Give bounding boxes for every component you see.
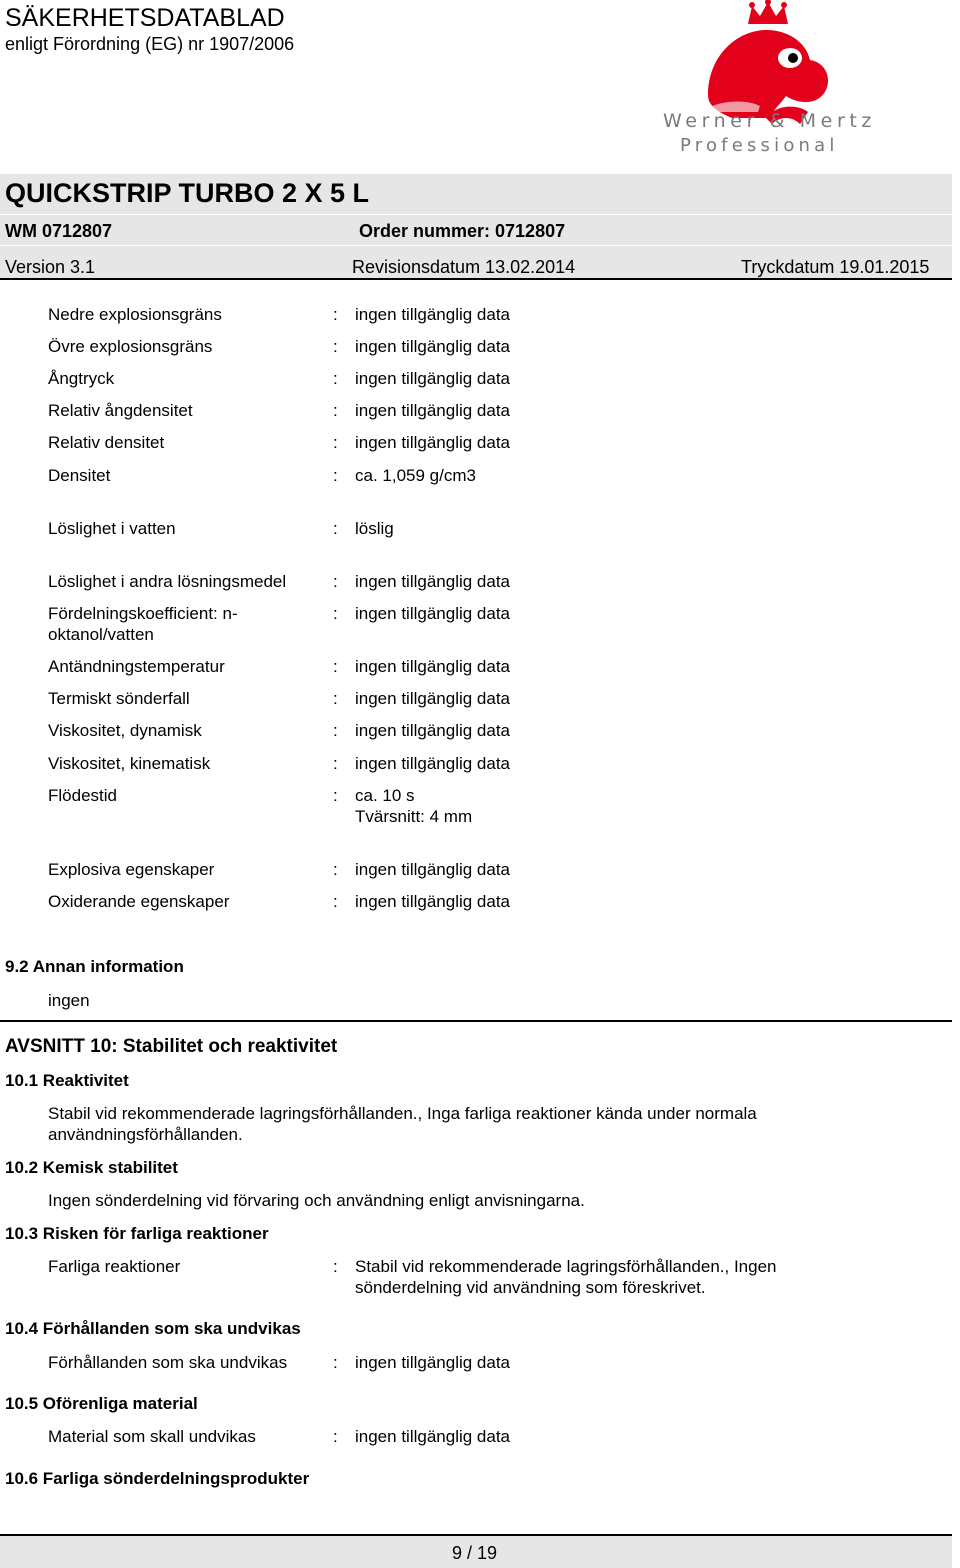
property-label: Farliga reaktioner <box>48 1257 181 1276</box>
property-value: ingen tillgänglig data <box>355 305 511 324</box>
property-label: Ångtryck <box>48 369 115 388</box>
property-label: Oxiderande egenskaper <box>48 892 230 911</box>
property-value: ingen tillgänglig data <box>355 1353 511 1372</box>
property-colon: : <box>333 689 338 708</box>
document-title: SÄKERHETSDATABLAD <box>5 4 285 32</box>
property-value: ingen tillgänglig data <box>355 657 511 676</box>
property-label: Viskositet, dynamisk <box>48 721 202 740</box>
property-colon: : <box>333 1257 338 1276</box>
revision-date: Revisionsdatum 13.02.2014 <box>352 257 576 277</box>
property-value: ingen tillgänglig data <box>355 369 511 388</box>
property-colon: : <box>333 305 338 324</box>
property-colon: : <box>333 1427 338 1446</box>
order-number: Order nummer: 0712807 <box>359 221 566 241</box>
property-value-continued: sönderdelning vid användning som föreskrivet. <box>355 1278 706 1297</box>
property-value: ingen tillgänglig data <box>355 1427 511 1446</box>
property-colon: : <box>333 892 338 911</box>
section-divider <box>0 1020 952 1022</box>
subsection-text-10-1: Stabil vid rekommenderade lagringsförhållanden., Inga farliga reaktioner kända under normala <box>48 1104 757 1123</box>
property-colon: : <box>333 754 338 773</box>
property-label: Material som skall undvikas <box>48 1427 256 1446</box>
property-value: ingen tillgänglig data <box>355 572 511 591</box>
property-label: Densitet <box>48 466 111 485</box>
property-colon: : <box>333 860 338 879</box>
product-name: QUICKSTRIP TURBO 2 X 5 L <box>5 178 370 208</box>
property-label: Löslighet i vatten <box>48 519 176 538</box>
property-value: ingen tillgänglig data <box>355 892 511 911</box>
property-value-continued: Tvärsnitt: 4 mm <box>355 807 473 826</box>
subsection-title-10-6: 10.6 Farliga sönderdelningsprodukter <box>5 1469 310 1488</box>
property-colon: : <box>333 572 338 591</box>
property-label: Relativ ångdensitet <box>48 401 193 420</box>
property-value: ingen tillgänglig data <box>355 860 511 879</box>
property-value: ingen tillgänglig data <box>355 689 511 708</box>
property-label: Nedre explosionsgräns <box>48 305 222 324</box>
property-label-continued: oktanol/vatten <box>48 625 154 644</box>
property-value: ingen tillgänglig data <box>355 721 511 740</box>
property-value: Stabil vid rekommenderade lagringsförhållanden., Ingen <box>355 1257 777 1276</box>
property-label: Termiskt sönderfall <box>48 689 190 708</box>
subsection-title-9-2: 9.2 Annan information <box>5 957 184 976</box>
property-colon: : <box>333 466 338 485</box>
subsection-title-10-3: 10.3 Risken för farliga reaktioner <box>5 1224 269 1243</box>
subsection-text-10-1-continued: användningsförhållanden. <box>48 1125 243 1144</box>
property-value: ingen tillgänglig data <box>355 401 511 420</box>
property-value: ingen tillgänglig data <box>355 604 511 623</box>
property-label: Antändningstemperatur <box>48 657 225 676</box>
property-label: Relativ densitet <box>48 433 165 452</box>
logo-brand-text: Werner & Mertz <box>663 110 876 132</box>
property-label: Övre explosionsgräns <box>48 337 213 356</box>
header-divider <box>0 278 952 280</box>
section-title-10: AVSNITT 10: Stabilitet och reaktivitet <box>5 1036 338 1057</box>
property-label: Fördelningskoefficient: n- <box>48 604 238 623</box>
subsection-title-10-1: 10.1 Reaktivitet <box>5 1071 129 1090</box>
property-label: Explosiva egenskaper <box>48 860 215 879</box>
property-colon: : <box>333 369 338 388</box>
logo-brand-subtext: Professional <box>680 135 839 156</box>
subsection-title-10-5: 10.5 Oförenliga material <box>5 1394 198 1413</box>
subsection-text-9-2: ingen <box>48 991 90 1010</box>
property-colon: : <box>333 401 338 420</box>
property-colon: : <box>333 657 338 676</box>
property-label: Löslighet i andra lösningsmedel <box>48 572 287 591</box>
subsection-text-10-2: Ingen sönderdelning vid förvaring och användning enligt anvisningarna. <box>48 1191 585 1210</box>
property-value: ca. 1,059 g/cm3 <box>355 466 476 485</box>
property-colon: : <box>333 433 338 452</box>
version: Version 3.1 <box>5 257 96 277</box>
document-subtitle: enligt Förordning (EG) nr 1907/2006 <box>5 34 295 54</box>
subsection-title-10-4: 10.4 Förhållanden som ska undvikas <box>5 1319 301 1338</box>
property-colon: : <box>333 337 338 356</box>
property-value: ingen tillgänglig data <box>355 433 511 452</box>
property-colon: : <box>333 604 338 623</box>
property-value: ca. 10 s <box>355 786 415 805</box>
property-value: ingen tillgänglig data <box>355 754 511 773</box>
print-date: Tryckdatum 19.01.2015 <box>741 257 930 277</box>
property-colon: : <box>333 519 338 538</box>
page-number: 9 / 19 <box>452 1543 498 1563</box>
property-label: Flödestid <box>48 786 117 805</box>
property-value: ingen tillgänglig data <box>355 337 511 356</box>
wm-code: WM 0712807 <box>5 221 113 241</box>
property-colon: : <box>333 721 338 740</box>
property-label: Viskositet, kinematisk <box>48 754 211 773</box>
property-colon: : <box>333 786 338 805</box>
property-colon: : <box>333 1353 338 1372</box>
property-label: Förhållanden som ska undvikas <box>48 1353 288 1372</box>
property-value: löslig <box>355 519 394 538</box>
subsection-title-10-2: 10.2 Kemisk stabilitet <box>5 1158 178 1177</box>
